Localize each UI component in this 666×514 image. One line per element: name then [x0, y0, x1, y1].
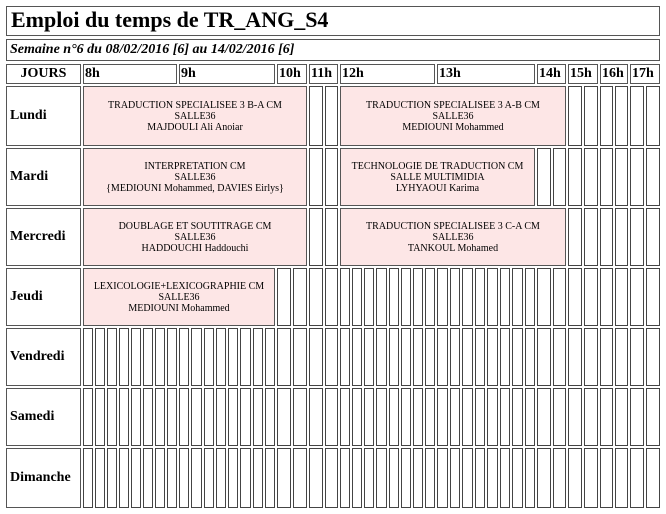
empty-slot [95, 448, 105, 508]
empty-slot [600, 388, 613, 446]
empty-slot [277, 388, 291, 446]
empty-slot [615, 208, 628, 266]
course-room: SALLE36 [174, 110, 216, 122]
empty-slot [584, 148, 598, 206]
empty-slot [475, 268, 485, 326]
page-title-text: Emploi du temps de TR_ANG_S4 [11, 7, 329, 32]
empty-slot [568, 86, 582, 146]
course-teacher: LYHYAOUI Karima [395, 182, 480, 194]
empty-slot [615, 86, 628, 146]
empty-slot [584, 328, 598, 386]
empty-slot [119, 388, 129, 446]
empty-slot [325, 328, 338, 386]
empty-slot [167, 448, 177, 508]
empty-slot [600, 448, 613, 508]
empty-slot [413, 328, 423, 386]
course-name: TRADUCTION SPECIALISEE 3 C-A CM [366, 220, 540, 232]
empty-slot [325, 148, 338, 206]
empty-slot [240, 328, 251, 386]
empty-slot [450, 448, 460, 508]
empty-slot [487, 448, 498, 508]
header-hour-13h: 13h [437, 64, 535, 84]
empty-slot [309, 148, 323, 206]
day-label: Mercredi [10, 229, 66, 244]
day-lundi [6, 86, 81, 146]
course-room: SALLE36 [432, 110, 474, 122]
empty-slot [107, 328, 117, 386]
empty-slot [293, 388, 307, 446]
course-teacher: {MEDIOUNI Mohammed, DAVIES Eirlys} [106, 182, 284, 194]
empty-slot [340, 328, 350, 386]
empty-slot [325, 448, 338, 508]
empty-slot [500, 388, 510, 446]
day-samedi [6, 388, 81, 446]
empty-slot [537, 388, 551, 446]
header-hour-17h: 17h [630, 64, 660, 84]
week-label [6, 39, 660, 61]
empty-slot [512, 448, 523, 508]
empty-slot [119, 448, 129, 508]
empty-slot [615, 268, 628, 326]
empty-slot [568, 148, 582, 206]
empty-slot [228, 388, 238, 446]
empty-slot [293, 448, 307, 508]
empty-slot [143, 388, 153, 446]
empty-slot [107, 448, 117, 508]
empty-slot [309, 86, 323, 146]
empty-slot [309, 208, 323, 266]
empty-slot [462, 448, 473, 508]
empty-slot [630, 268, 644, 326]
empty-slot [425, 328, 435, 386]
course-name: TRADUCTION SPECIALISEE 3 A-B CM [366, 99, 540, 111]
empty-slot [553, 268, 566, 326]
course-name: DOUBLAGE ET SOUTITRAGE CM [118, 220, 272, 232]
course-teacher: HADDOUCHI Haddouchi [141, 242, 249, 254]
course-teacher: TANKOUL Mohamed [407, 242, 499, 254]
empty-slot [325, 86, 338, 146]
empty-slot [143, 328, 153, 386]
week-text: Semaine n°6 du 08/02/2016 [6] au 14/02/2016 [6] [10, 42, 295, 57]
empty-slot [437, 328, 448, 386]
empty-slot [568, 388, 582, 446]
empty-slot [155, 448, 165, 508]
empty-slot [475, 448, 485, 508]
empty-slot [600, 208, 613, 266]
empty-slot [630, 86, 644, 146]
empty-slot [646, 388, 660, 446]
day-label: Mardi [10, 169, 49, 184]
course-block[interactable] [83, 86, 307, 146]
day-label: Jeudi [10, 289, 43, 304]
empty-slot [525, 328, 535, 386]
header-hour-11h: 11h [309, 64, 338, 84]
empty-slot [376, 388, 387, 446]
empty-slot [191, 448, 202, 508]
empty-slot [253, 388, 263, 446]
course-block[interactable] [83, 208, 307, 266]
empty-slot [253, 328, 263, 386]
empty-slot [584, 208, 598, 266]
day-label: Lundi [10, 108, 47, 123]
empty-slot [487, 328, 498, 386]
empty-slot [83, 448, 93, 508]
empty-slot [450, 328, 460, 386]
course-room: SALLE MULTIMIDIA [390, 171, 485, 183]
empty-slot [389, 448, 399, 508]
empty-slot [352, 448, 362, 508]
empty-slot [95, 328, 105, 386]
empty-slot [325, 388, 338, 446]
course-room: SALLE36 [174, 231, 216, 243]
empty-slot [630, 208, 644, 266]
empty-slot [352, 388, 362, 446]
empty-slot [630, 148, 644, 206]
course-name: INTERPRETATION CM [144, 160, 246, 172]
empty-slot [277, 328, 291, 386]
empty-slot [487, 388, 498, 446]
empty-slot [191, 388, 202, 446]
empty-slot [584, 388, 598, 446]
empty-slot [615, 388, 628, 446]
empty-slot [228, 448, 238, 508]
empty-slot [364, 268, 374, 326]
day-label: Vendredi [10, 349, 65, 364]
empty-slot [437, 268, 448, 326]
empty-slot [167, 388, 177, 446]
empty-slot [450, 268, 460, 326]
empty-slot [179, 328, 189, 386]
empty-slot [155, 328, 165, 386]
empty-slot [437, 448, 448, 508]
empty-slot [630, 448, 644, 508]
empty-slot [615, 328, 628, 386]
empty-slot [475, 388, 485, 446]
day-dimanche [6, 448, 81, 508]
empty-slot [512, 268, 523, 326]
empty-slot [537, 448, 551, 508]
empty-slot [512, 328, 523, 386]
empty-slot [191, 328, 202, 386]
empty-slot [277, 268, 291, 326]
empty-slot [309, 448, 323, 508]
empty-slot [352, 328, 362, 386]
empty-slot [293, 268, 307, 326]
course-block[interactable] [83, 268, 275, 326]
empty-slot [512, 388, 523, 446]
empty-slot [204, 388, 214, 446]
empty-slot [584, 268, 598, 326]
empty-slot [364, 448, 374, 508]
empty-slot [131, 388, 141, 446]
empty-slot [568, 328, 582, 386]
empty-slot [413, 388, 423, 446]
empty-slot [204, 448, 214, 508]
course-teacher: MAJDOULI Ali Anoiar [147, 121, 243, 133]
empty-slot [179, 448, 189, 508]
course-room: SALLE36 [158, 291, 200, 303]
empty-slot [325, 208, 338, 266]
empty-slot [500, 448, 510, 508]
empty-slot [364, 388, 374, 446]
empty-slot [352, 268, 362, 326]
empty-slot [389, 268, 399, 326]
empty-slot [646, 448, 660, 508]
empty-slot [568, 448, 582, 508]
header-hour-16h: 16h [600, 64, 628, 84]
course-block[interactable] [340, 86, 566, 146]
empty-slot [364, 328, 374, 386]
empty-slot [376, 328, 387, 386]
empty-slot [83, 388, 93, 446]
empty-slot [340, 268, 350, 326]
empty-slot [216, 328, 226, 386]
empty-slot [600, 328, 613, 386]
empty-slot [340, 388, 350, 446]
day-vendredi [6, 328, 81, 386]
empty-slot [553, 148, 566, 206]
empty-slot [525, 268, 535, 326]
empty-slot [646, 86, 660, 146]
empty-slot [537, 268, 551, 326]
empty-slot [119, 328, 129, 386]
empty-slot [107, 388, 117, 446]
empty-slot [131, 328, 141, 386]
empty-slot [600, 148, 613, 206]
empty-slot [646, 268, 660, 326]
empty-slot [553, 388, 566, 446]
course-block[interactable] [340, 208, 566, 266]
empty-slot [167, 328, 177, 386]
empty-slot [553, 448, 566, 508]
day-label: Dimanche [10, 470, 71, 485]
empty-slot [389, 388, 399, 446]
empty-slot [240, 448, 251, 508]
header-jours: JOURS [6, 64, 81, 84]
empty-slot [253, 448, 263, 508]
empty-slot [487, 268, 498, 326]
empty-slot [309, 388, 323, 446]
empty-slot [646, 148, 660, 206]
empty-slot [413, 448, 423, 508]
empty-slot [293, 328, 307, 386]
empty-slot [376, 268, 387, 326]
empty-slot [277, 448, 291, 508]
course-room: SALLE36 [174, 171, 216, 183]
empty-slot [309, 268, 323, 326]
empty-slot [500, 328, 510, 386]
course-room: SALLE36 [432, 231, 474, 243]
empty-slot [376, 448, 387, 508]
empty-slot [537, 148, 551, 206]
empty-slot [240, 388, 251, 446]
day-jeudi [6, 268, 81, 326]
empty-slot [462, 328, 473, 386]
empty-slot [401, 388, 411, 446]
empty-slot [600, 86, 613, 146]
header-hour-14h: 14h [537, 64, 566, 84]
empty-slot [568, 208, 582, 266]
empty-slot [600, 268, 613, 326]
header-hour-8h: 8h [83, 64, 177, 84]
empty-slot [425, 448, 435, 508]
empty-slot [537, 328, 551, 386]
empty-slot [265, 448, 275, 508]
course-name: TECHNOLOGIE DE TRADUCTION CM [351, 160, 524, 172]
header-hour-12h: 12h [340, 64, 435, 84]
course-name: TRADUCTION SPECIALISEE 3 B-A CM [108, 99, 282, 111]
empty-slot [437, 388, 448, 446]
empty-slot [325, 268, 338, 326]
empty-slot [615, 148, 628, 206]
empty-slot [131, 448, 141, 508]
empty-slot [500, 268, 510, 326]
day-mardi [6, 148, 81, 206]
empty-slot [216, 388, 226, 446]
empty-slot [425, 268, 435, 326]
empty-slot [143, 448, 153, 508]
empty-slot [204, 328, 214, 386]
empty-slot [401, 448, 411, 508]
empty-slot [155, 388, 165, 446]
empty-slot [228, 328, 238, 386]
empty-slot [425, 388, 435, 446]
empty-slot [646, 328, 660, 386]
empty-slot [401, 268, 411, 326]
empty-slot [265, 328, 275, 386]
empty-slot [584, 86, 598, 146]
course-teacher: MEDIOUNI Mohammed [402, 121, 504, 133]
empty-slot [615, 448, 628, 508]
empty-slot [450, 388, 460, 446]
empty-slot [584, 448, 598, 508]
empty-slot [475, 328, 485, 386]
course-block[interactable] [83, 148, 307, 206]
empty-slot [389, 328, 399, 386]
course-name: LEXICOLOGIE+LEXICOGRAPHIE CM [93, 280, 265, 292]
course-block[interactable] [340, 148, 535, 206]
empty-slot [630, 328, 644, 386]
empty-slot [83, 328, 93, 386]
header-hour-15h: 15h [568, 64, 598, 84]
course-teacher: MEDIOUNI Mohammed [128, 302, 230, 314]
empty-slot [179, 388, 189, 446]
day-mercredi [6, 208, 81, 266]
page-title [6, 6, 660, 36]
empty-slot [401, 328, 411, 386]
empty-slot [216, 448, 226, 508]
empty-slot [525, 448, 535, 508]
empty-slot [568, 268, 582, 326]
empty-slot [309, 328, 323, 386]
empty-slot [462, 388, 473, 446]
day-label: Samedi [10, 409, 55, 424]
empty-slot [553, 328, 566, 386]
empty-slot [413, 268, 423, 326]
empty-slot [525, 388, 535, 446]
empty-slot [630, 388, 644, 446]
empty-slot [646, 208, 660, 266]
empty-slot [340, 448, 350, 508]
empty-slot [95, 388, 105, 446]
header-hour-10h: 10h [277, 64, 307, 84]
empty-slot [265, 388, 275, 446]
header-hour-9h: 9h [179, 64, 275, 84]
empty-slot [462, 268, 473, 326]
